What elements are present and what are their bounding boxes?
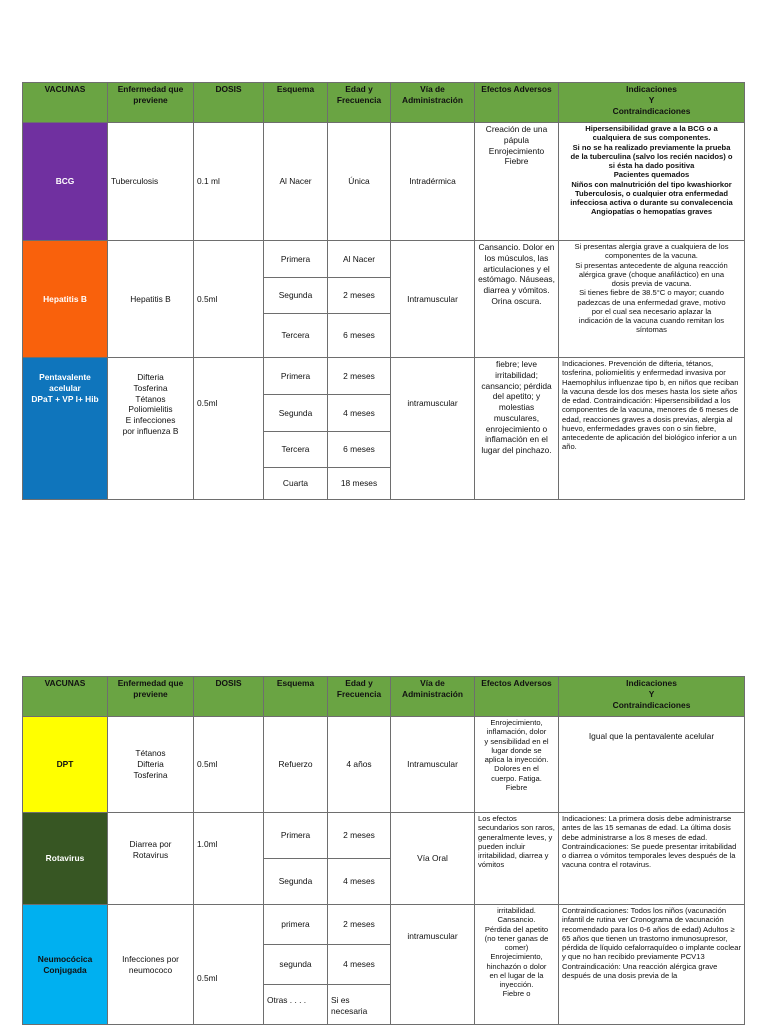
schedule-pentavalente-4: Cuarta <box>264 468 328 500</box>
schedule-hepatitis-1: Primera <box>264 241 328 278</box>
disease-dpt: Tétanos Difteria Tosferina <box>108 717 194 813</box>
vaccine-table-1 <box>22 82 745 500</box>
dose-dpt: 0.5ml <box>194 717 264 813</box>
adverse-effects-rotavirus: Los efectos secundarios son raros, generalmente leves, y pueden incluir irritabilidad, diarrea y vómitos <box>475 813 559 905</box>
dose-hepatitis: 0.5ml <box>194 241 264 358</box>
indications-rotavirus: Indicaciones: La primera dosis debe administrarse antes de las 15 semanas de edad. La última dosis debe administrarse a los 8 meses de edad. Contraindicaciones: Se puede presentar irritabilidad o diarrea o vómitos temporales leves después de la vacuna contra el rotavirus. <box>559 813 745 905</box>
age-pentavalente-2: 4 meses <box>328 395 391 432</box>
vaccine-name-rotavirus: Rotavirus <box>23 813 108 905</box>
header-enfermedad: Enfermedad que previene <box>108 677 194 717</box>
header-edad: Edad y Frecuencia <box>328 83 391 123</box>
schedule-pentavalente-1: Primera <box>264 358 328 395</box>
schedule-neumococica-2: segunda <box>264 945 328 985</box>
disease-rotavirus: Diarrea por Rotavirus <box>108 813 194 905</box>
header-dosis: DOSIS <box>194 83 264 123</box>
age-pentavalente-4: 18 meses <box>328 468 391 500</box>
adverse-effects-hepatitis: Cansancio. Dolor en los músculos, las articulaciones y el estómago. Náuseas, diarrea y vómitos. Orina oscura. <box>475 241 559 358</box>
indications-neumococica: Contraindicaciones: Todos los niños (vacunación infantil de rutina ver Cronograma de vacunación recomendado para los 0-6 años de edad) Adultos ≥ 65 años que tienen un trastorno inmunosupresor, pérdida de líquido cefalorraquídeo o implante coclear y que no han recibido previamente PCV13 Contraindicación: Una reacción alérgica grave después de una dosis previa de la <box>559 905 745 1025</box>
route-neumococica: intramuscular <box>391 905 475 1025</box>
schedule-neumococica-3: Otras . . . . <box>264 985 328 1025</box>
adverse-effects-bcg: Creación de una pápula Enrojecimiento Fiebre <box>475 123 559 241</box>
dose-bcg: 0.1 ml <box>194 123 264 241</box>
indications-bcg: Hipersensibilidad grave a la BCG o a cualquiera de sus componentes. Si no se ha realizado previamente la prueba de la tuberculina (salvo los recién nacidos) o si ésta ha dado positiva Pacientes quemados Niños con malnutrición del tipo kwashiorkor Tuberculosis, o cualquier otra enfermedad infecciosa activa o durante su convalecencia Angiopatías o hemopatías graves <box>559 123 745 241</box>
header-efectos: Efectos Adversos <box>475 83 559 123</box>
route-dpt: Intramuscular <box>391 717 475 813</box>
disease-neumococica: Infecciones por neumococo <box>108 905 194 1025</box>
age-pentavalente-3: 6 meses <box>328 432 391 468</box>
route-rotavirus: Vía Oral <box>391 813 475 905</box>
schedule-rotavirus-1: Primera <box>264 813 328 859</box>
vaccine-name-dpt: DPT <box>23 717 108 813</box>
age-neumococica-2: 4 meses <box>328 945 391 985</box>
vaccine-name-pentavalente: Pentavalente acelular DPaT + VP I+ Hib <box>23 358 108 500</box>
age-pentavalente-1: 2 meses <box>328 358 391 395</box>
schedule-dpt: Refuerzo <box>264 717 328 813</box>
adverse-effects-neumococica: irritabilidad. Cansancio. Pérdida del apetito (no tener ganas de comer) Enrojecimiento, hinchazón o dolor en el lugar de la inyección. Fiebre o <box>475 905 559 1025</box>
dose-neumococica: 0.5ml <box>194 905 264 1025</box>
header-row-2 <box>23 677 745 717</box>
row-hepatitis-1 <box>23 241 745 278</box>
row-rotavirus-1 <box>23 813 745 859</box>
schedule-hepatitis-3: Tercera <box>264 314 328 358</box>
disease-bcg: Tuberculosis <box>108 123 194 241</box>
age-dpt: 4 años <box>328 717 391 813</box>
adverse-effects-pentavalente: fiebre; leve irritabilidad; cansancio; pérdida del apetito; y molestias musculares, enrojecimiento o inflamación en el lugar del pinchazo. <box>475 358 559 500</box>
age-neumococica-1: 2 meses <box>328 905 391 945</box>
header-vacunas: VACUNAS <box>23 83 108 123</box>
vaccine-name-bcg: BCG <box>23 123 108 241</box>
header-efectos: Efectos Adversos <box>475 677 559 717</box>
age-neumococica-3: Si es necesaria <box>328 985 391 1025</box>
vaccine-name-hepatitis: Hepatitis B <box>23 241 108 358</box>
row-dpt <box>23 717 745 813</box>
route-bcg: Intradérmica <box>391 123 475 241</box>
disease-pentavalente: Difteria Tosferina Tétanos Poliomielitis E infecciones por influenza B <box>108 358 194 500</box>
age-hepatitis-3: 6 meses <box>328 314 391 358</box>
vaccine-name-neumococica: Neumocócica Conjugada <box>23 905 108 1025</box>
header-indicaciones: Indicaciones Y Contraindicaciones <box>559 83 745 123</box>
schedule-bcg: Al Nacer <box>264 123 328 241</box>
route-hepatitis: Intramuscular <box>391 241 475 358</box>
age-bcg: Única <box>328 123 391 241</box>
header-esquema: Esquema <box>264 83 328 123</box>
schedule-pentavalente-3: Tercera <box>264 432 328 468</box>
schedule-rotavirus-2: Segunda <box>264 859 328 905</box>
dose-rotavirus: 1.0ml <box>194 813 264 905</box>
header-via: Vía de Administración <box>391 677 475 717</box>
header-enfermedad: Enfermedad que previene <box>108 83 194 123</box>
header-esquema: Esquema <box>264 677 328 717</box>
age-rotavirus-2: 4 meses <box>328 859 391 905</box>
header-indicaciones: Indicaciones Y Contraindicaciones <box>559 677 745 717</box>
schedule-neumococica-1: primera <box>264 905 328 945</box>
dose-pentavalente: 0.5ml <box>194 358 264 500</box>
age-hepatitis-2: 2 meses <box>328 278 391 314</box>
row-bcg <box>23 123 745 241</box>
header-edad: Edad y Frecuencia <box>328 677 391 717</box>
schedule-hepatitis-2: Segunda <box>264 278 328 314</box>
route-pentavalente: intramuscular <box>391 358 475 500</box>
adverse-effects-dpt: Enrojecimiento, inflamación, dolor y sensibilidad en el lugar donde se aplica la inyección. Dolores en el cuerpo. Fatiga. Fiebre <box>475 717 559 813</box>
header-row <box>23 83 745 123</box>
indications-hepatitis: Si presentas alergia grave a cualquiera de los componentes de la vacuna. Si presentas antecedente de alguna reacción alérgica grave (choque anafiláctico) en una dosis previa de vacuna. Si tienes fiebre de 38.5°C o mayor; cuando padezcas de una enfermedad grave, motivo por el cual sea necesario aplazar la indicación de la vacuna cuando remitan los síntomas <box>559 241 745 358</box>
age-hepatitis-1: Al Nacer <box>328 241 391 278</box>
disease-hepatitis: Hepatitis B <box>108 241 194 358</box>
vaccine-table-2 <box>22 676 745 1025</box>
header-via: Vía de Administración <box>391 83 475 123</box>
row-pentavalente-1 <box>23 358 745 395</box>
indications-pentavalente: Indicaciones. Prevención de difteria, tétanos, tosferina, poliomielitis y enfermedad invasiva por Haemophilus influenzae tipo b, en niños que reciban la vacuna desde los dos meses hasta los siete años de edad. Contraindicación: Hipersensibilidad a los componentes de la vacuna, menores de 6 meses de edad, reacciones graves a dosis previas, alergia al huevo, enfermedades graves con o sin fiebre, antecedente de aplicación del biológico inferior a un año. <box>559 358 745 500</box>
age-rotavirus-1: 2 meses <box>328 813 391 859</box>
header-dosis: DOSIS <box>194 677 264 717</box>
row-neumococica-1 <box>23 905 745 945</box>
header-vacunas: VACUNAS <box>23 677 108 717</box>
indications-dpt: Igual que la pentavalente acelular <box>559 717 745 813</box>
schedule-pentavalente-2: Segunda <box>264 395 328 432</box>
